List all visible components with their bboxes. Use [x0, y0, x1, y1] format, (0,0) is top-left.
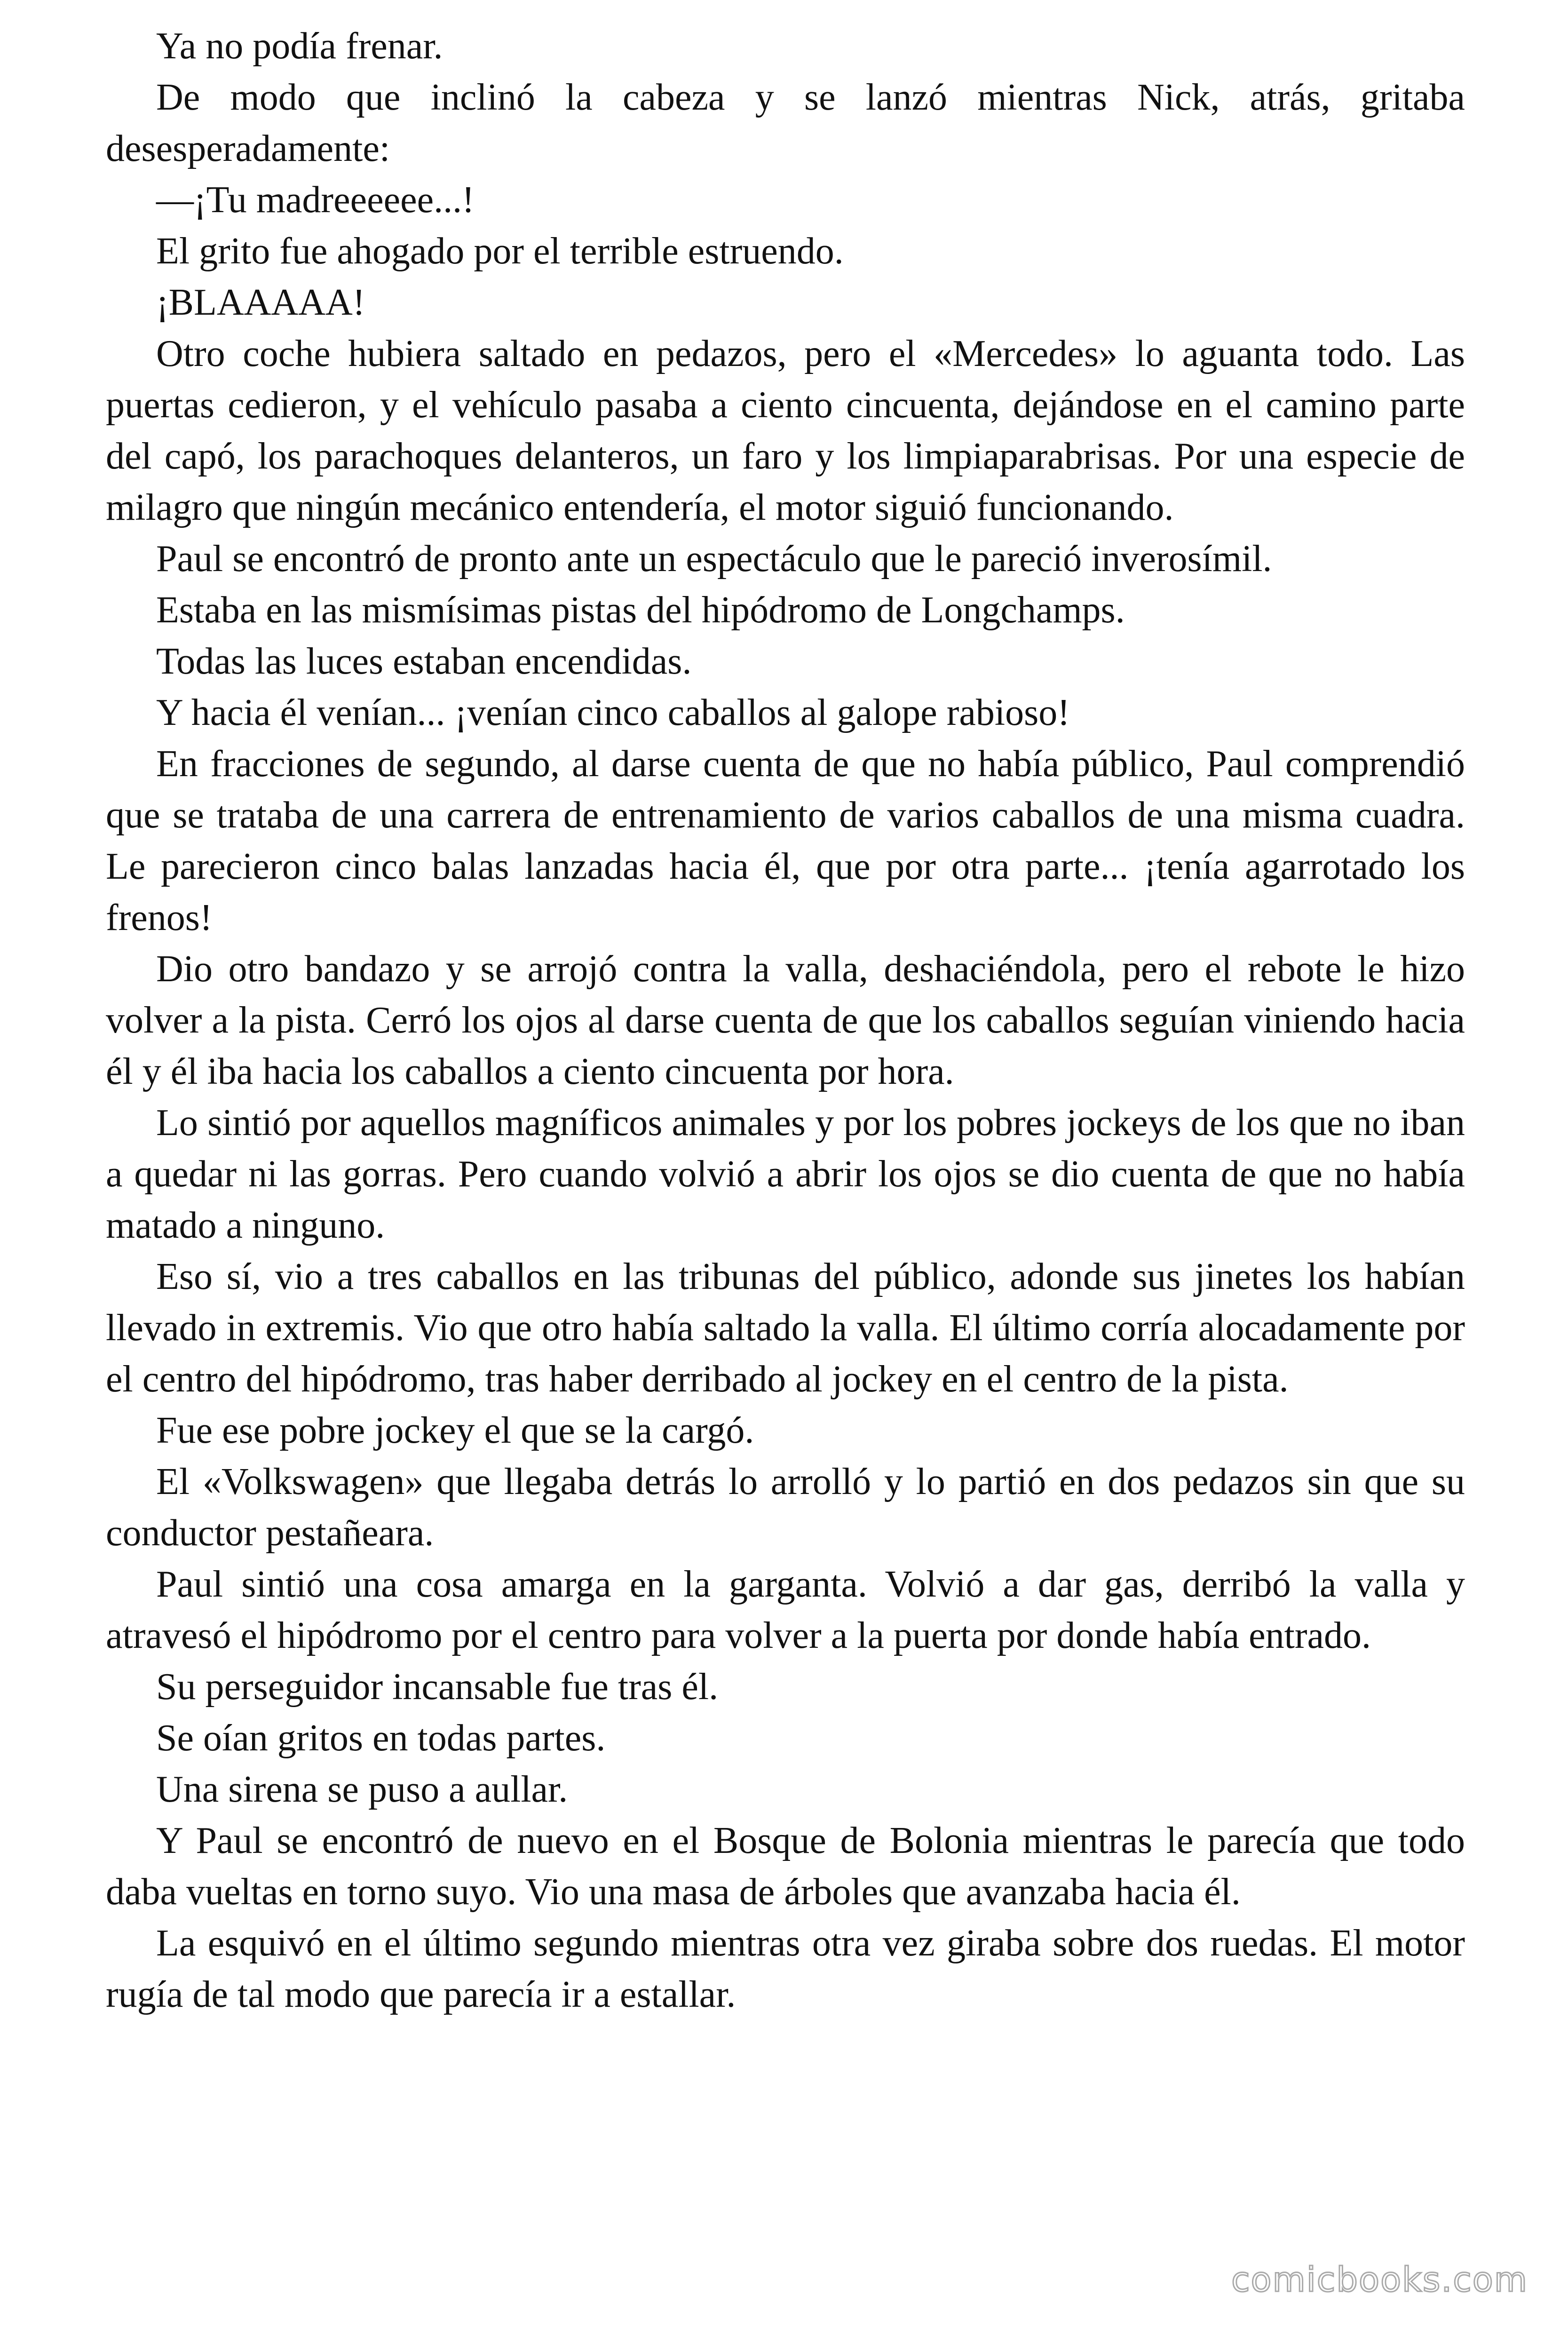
paragraph: Una sirena se puso a aullar. [156, 1769, 568, 1810]
paragraph: Todas las luces estaban encendidas. [156, 641, 692, 682]
paragraph: Eso sí, vio a tres caballos en las tribunas del público, adonde sus jinetes los habían llevado in extremis. Vio que otro había saltado la valla. El último corría alocadamente por el centro del hipódromo, tras haber derribado al jockey en el centro de la pista. [106, 1256, 1465, 1400]
paragraph: Paul sintió una cosa amarga en la garganta. Volvió a dar gas, derribó la valla y atravesó el hipódromo por el centro para volver a la puerta por donde había entrado. [106, 1564, 1465, 1656]
watermark: comicbooks.com [1231, 2260, 1528, 2299]
paragraph: Dio otro bandazo y se arrojó contra la valla, deshaciéndola, pero el rebote le hizo volver a la pista. Cerró los ojos al darse cuenta de que los caballos seguían viniendo hacia él y él iba hacia los caballos a ciento cincuenta por hora. [106, 948, 1465, 1092]
paragraph: De modo que inclinó la cabeza y se lanzó mientras Nick, atrás, gritaba desesperadamente: [106, 77, 1465, 169]
paragraph: ¡BLAAAAA! [156, 282, 365, 323]
paragraph: La esquivó en el último segundo mientras otra vez giraba sobre dos ruedas. El motor rugía de tal modo que parecía ir a estallar. [106, 1923, 1465, 2015]
page-text [106, 21, 1465, 2020]
paragraph: Su perseguidor incansable fue tras él. [156, 1666, 719, 1708]
paragraph: Paul se encontró de pronto ante un espectáculo que le pareció inverosímil. [156, 538, 1272, 580]
paragraph: —¡Tu madreeeeee...! [156, 179, 475, 221]
paragraph: Otro coche hubiera saltado en pedazos, pero el «Mercedes» lo aguanta todo. Las puertas cedieron, y el vehículo pasaba a ciento cincuenta, dejándose en el camino parte del capó, los parachoques delanteros, un faro y los limpiaparabrisas. Por una especie de milagro que ningún mecánico entendería, el motor siguió funcionando. [106, 333, 1465, 528]
paragraph: El «Volkswagen» que llegaba detrás lo arrolló y lo partió en dos pedazos sin que su conductor pestañeara. [106, 1461, 1465, 1554]
paragraph: Y Paul se encontró de nuevo en el Bosque de Bolonia mientras le parecía que todo daba vueltas en torno suyo. Vio una masa de árboles que avanzaba hacia él. [106, 1820, 1465, 1913]
paragraph: Y hacia él venían... ¡venían cinco caballos al galope rabioso! [156, 692, 1070, 733]
paragraph: Se oían gritos en todas partes. [156, 1717, 606, 1759]
paragraph: En fracciones de segundo, al darse cuenta de que no había público, Paul comprendió que se trataba de una carrera de entrenamiento de varios caballos de una misma cuadra. Le parecieron cinco balas lanzadas hacia él, que por otra parte... ¡tenía agarrotado los frenos! [106, 743, 1465, 938]
paragraph: Ya no podía frenar. [156, 25, 443, 67]
paragraph: Estaba en las mismísimas pistas del hipódromo de Longchamps. [156, 589, 1125, 631]
paragraph: Lo sintió por aquellos magníficos animales y por los pobres jockeys de los que no iban a quedar ni las gorras. Pero cuando volvió a abrir los ojos se dio cuenta de que no había matado a ninguno. [106, 1102, 1465, 1246]
paragraph: El grito fue ahogado por el terrible estruendo. [156, 230, 844, 272]
paragraph: Fue ese pobre jockey el que se la cargó. [156, 1410, 754, 1451]
